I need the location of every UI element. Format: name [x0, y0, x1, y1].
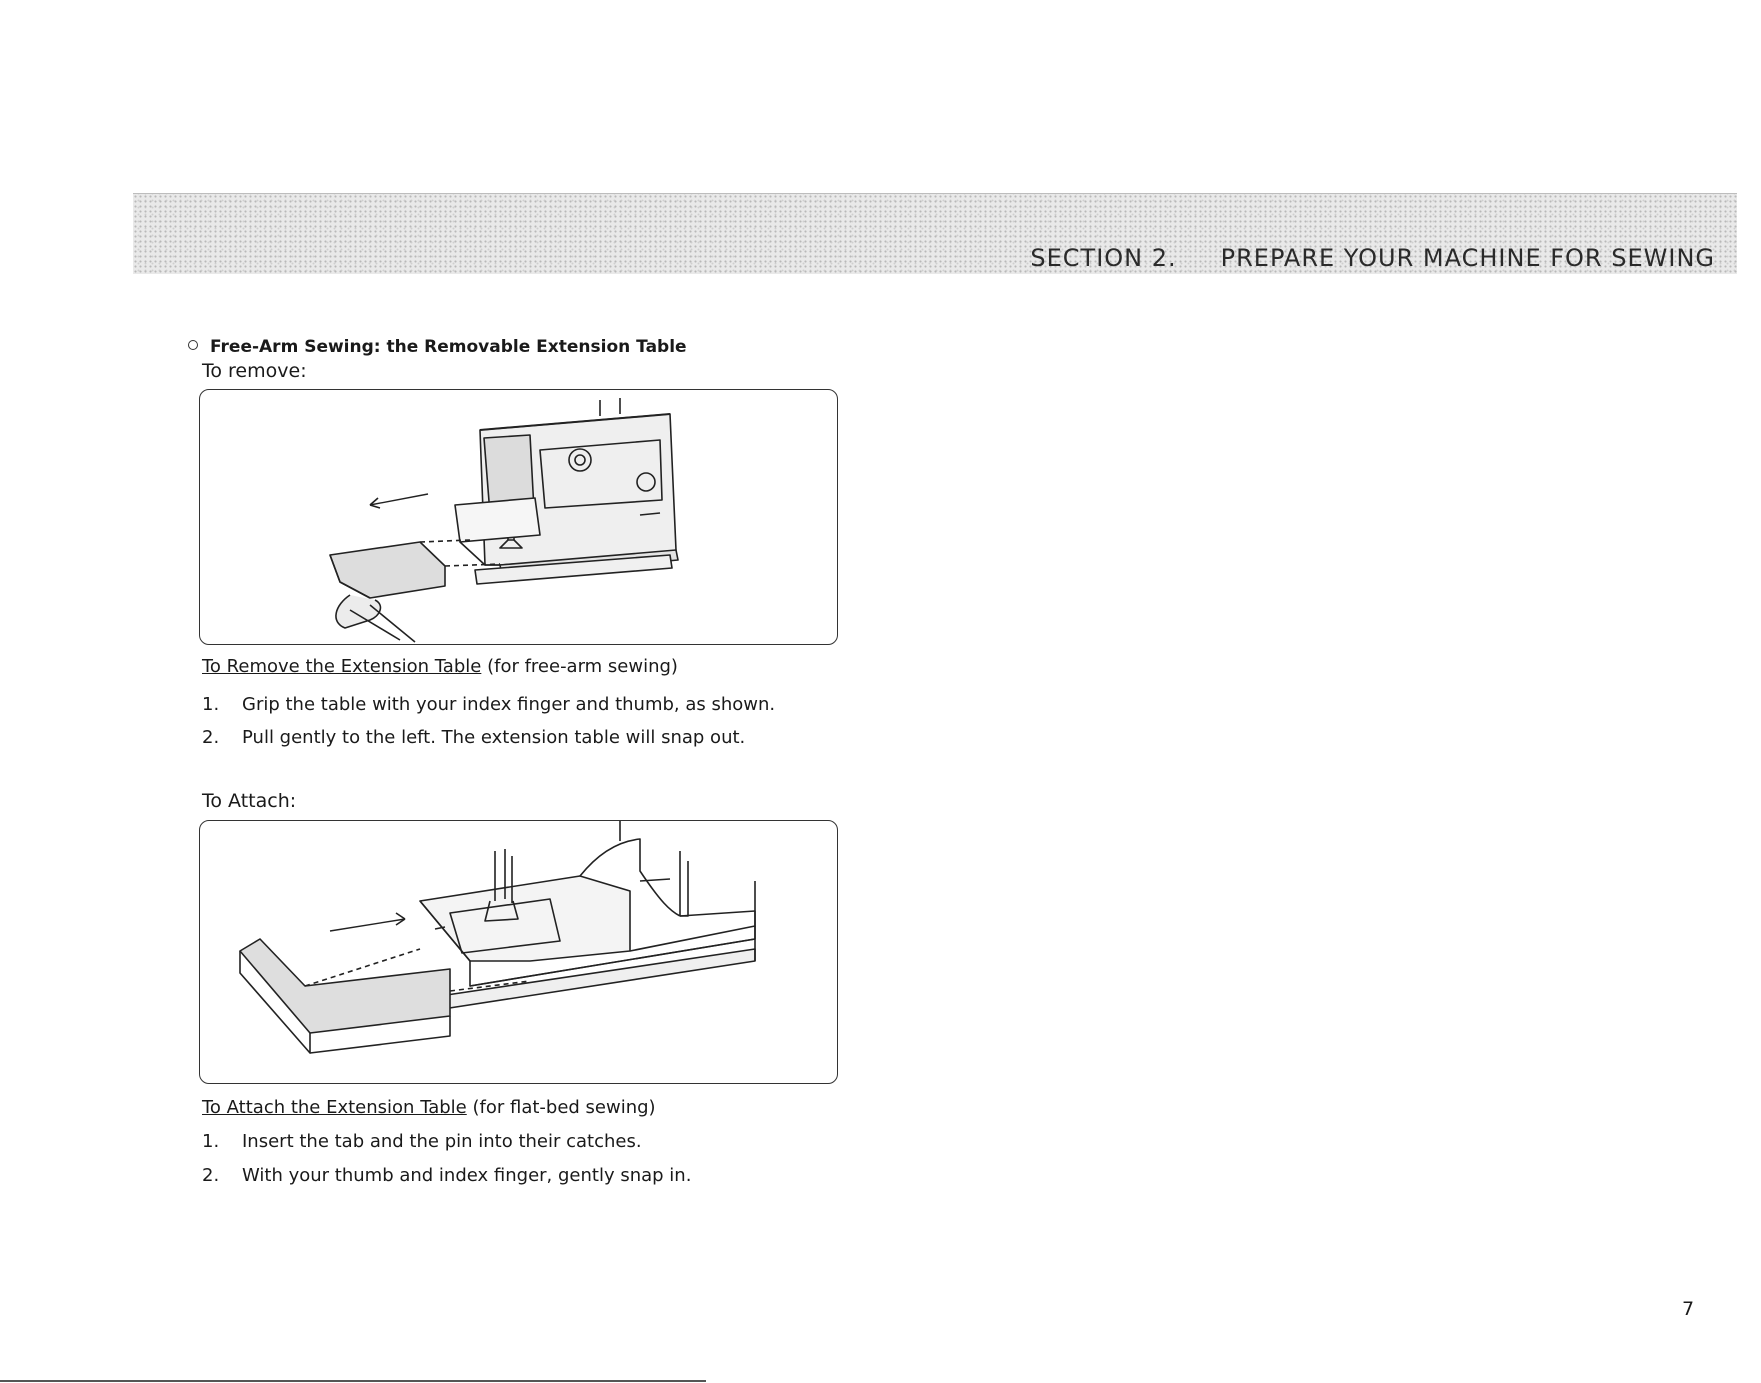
bottom-rule — [0, 1380, 706, 1382]
page-number: 7 — [1682, 1298, 1695, 1320]
step-text: Pull gently to the left. The extension table will snap out. — [242, 727, 746, 748]
attach-step — [202, 1165, 691, 1186]
remove-step — [202, 727, 745, 748]
attach-caption-note: (for flat-bed sewing) — [472, 1097, 656, 1118]
remove-label: To remove: — [202, 360, 307, 382]
topic-heading — [188, 337, 687, 357]
step-number: 1. — [202, 694, 220, 715]
attach-illustration — [199, 820, 838, 1084]
remove-step — [202, 694, 775, 715]
bullet-icon — [188, 340, 198, 350]
attach-step — [202, 1131, 642, 1152]
attach-caption-title: To Attach the Extension Table — [202, 1097, 467, 1118]
sewing-machine-remove-drawing — [200, 390, 837, 644]
remove-caption — [202, 656, 678, 677]
step-text: With your thumb and index finger, gently snap in. — [242, 1165, 692, 1186]
remove-caption-title: To Remove the Extension Table — [202, 656, 482, 677]
topic-heading-text: Free-Arm Sewing: the Removable Extension Table — [210, 337, 687, 357]
step-number: 2. — [202, 1165, 220, 1186]
attach-caption — [202, 1097, 656, 1118]
step-number: 1. — [202, 1131, 220, 1152]
step-text: Grip the table with your index finger and thumb, as shown. — [242, 694, 776, 715]
step-text: Insert the tab and the pin into their catches. — [242, 1131, 642, 1152]
sewing-machine-attach-drawing — [200, 821, 837, 1083]
remove-caption-note: (for free-arm sewing) — [487, 656, 678, 677]
step-number: 2. — [202, 727, 220, 748]
remove-illustration — [199, 389, 838, 645]
section-name: PREPARE YOUR MACHINE FOR SEWING — [1220, 244, 1715, 272]
section-number: SECTION 2. — [1030, 244, 1177, 272]
section-title — [1030, 244, 1715, 272]
attach-label: To Attach: — [202, 790, 297, 812]
section-header-band — [133, 193, 1737, 274]
